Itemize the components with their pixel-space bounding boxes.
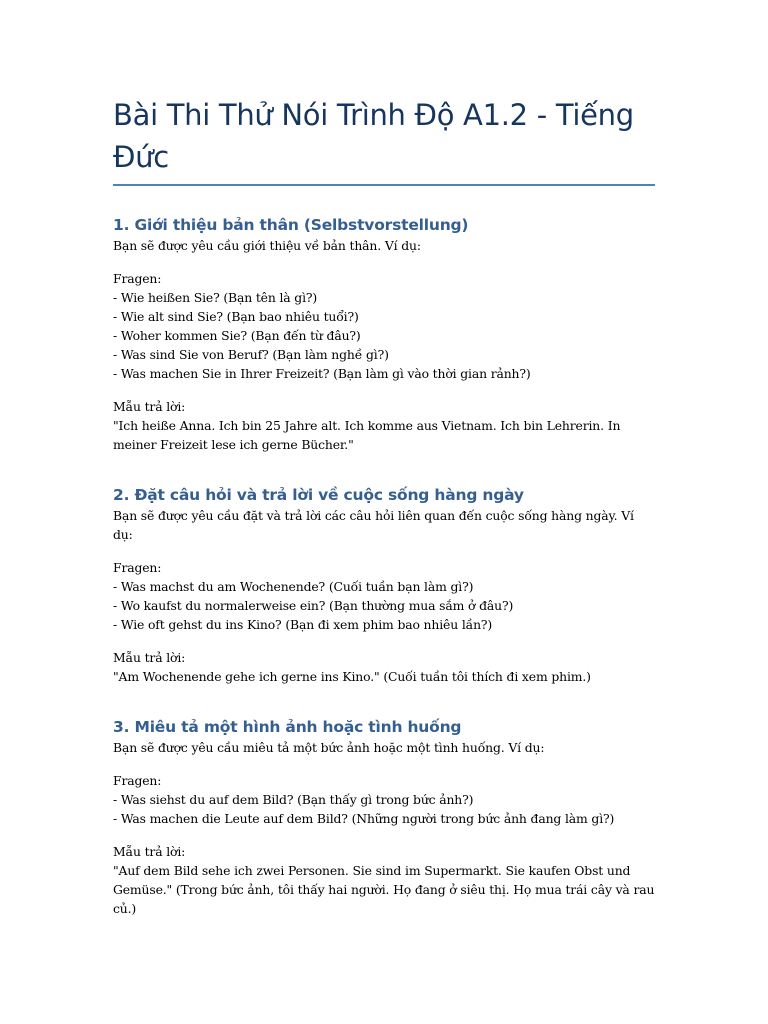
questions-label: Fragen:: [113, 560, 162, 575]
question-item: - Wo kaufst du normalerweise ein? (Bạn thường mua sắm ở đâu?): [113, 598, 514, 613]
section-heading: 3. Miêu tả một hình ảnh hoặc tình huống: [113, 718, 462, 736]
section-intro: Bạn sẽ được yêu cầu đặt và trả lời các câu hỏi liên quan đến cuộc sống hàng ngày. Ví dụ:: [113, 508, 634, 542]
question-item: - Wie oft gehst du ins Kino? (Bạn đi xem phim bao nhiêu lần?): [113, 617, 493, 632]
answer-label: Mẫu trả lời:: [113, 399, 186, 414]
answer-block: [113, 842, 655, 918]
questions-label: Fragen:: [113, 773, 162, 788]
section-heading: 1. Giới thiệu bản thân (Selbstvorstellung): [113, 216, 469, 234]
question-item: - Was sind Sie von Beruf? (Bạn làm nghề gì?): [113, 347, 389, 362]
questions-block: [113, 558, 655, 634]
sample-answer: "Auf dem Bild sehe ich zwei Personen. Sie sind im Supermarkt. Sie kaufen Obst und Gemüse." (Trong bức ảnh, tôi thấy hai người. Họ đang ở siêu thị. Họ mua trái cây và rau củ.): [113, 863, 655, 916]
section-daily-life-questions: [113, 484, 655, 686]
questions-label: Fragen:: [113, 271, 162, 286]
section-intro: Bạn sẽ được yêu cầu giới thiệu về bản thân. Ví dụ:: [113, 238, 421, 253]
document-page: [113, 94, 655, 918]
section-describe-picture: [113, 716, 655, 918]
questions-block: [113, 269, 655, 383]
sample-answer: "Am Wochenende gehe ich gerne ins Kino." (Cuối tuần tôi thích đi xem phim.): [113, 669, 591, 684]
section-self-introduction: [113, 214, 655, 454]
question-item: - Was siehst du auf dem Bild? (Bạn thấy gì trong bức ảnh?): [113, 792, 474, 807]
answer-label: Mẫu trả lời:: [113, 650, 186, 665]
sample-answer: "Ich heiße Anna. Ich bin 25 Jahre alt. Ich komme aus Vietnam. Ich bin Lehrerin. In meiner Freizeit lese ich gerne Bücher.": [113, 418, 621, 452]
section-intro: Bạn sẽ được yêu cầu miêu tả một bức ảnh hoặc một tình huống. Ví dụ:: [113, 740, 545, 755]
document-title: Bài Thi Thử Nói Trình Độ A1.2 - Tiếng Đức: [113, 94, 655, 186]
question-item: - Was machen Sie in Ihrer Freizeit? (Bạn làm gì vào thời gian rảnh?): [113, 366, 531, 381]
question-item: - Was machst du am Wochenende? (Cuối tuần bạn làm gì?): [113, 579, 474, 594]
questions-block: [113, 771, 655, 828]
question-item: - Wie heißen Sie? (Bạn tên là gì?): [113, 290, 318, 305]
question-item: - Woher kommen Sie? (Bạn đến từ đâu?): [113, 328, 361, 343]
answer-label: Mẫu trả lời:: [113, 844, 186, 859]
section-heading: 2. Đặt câu hỏi và trả lời về cuộc sống hàng ngày: [113, 486, 524, 504]
answer-block: [113, 397, 655, 454]
answer-block: [113, 648, 655, 686]
question-item: - Wie alt sind Sie? (Bạn bao nhiêu tuổi?): [113, 309, 359, 324]
question-item: - Was machen die Leute auf dem Bild? (Những người trong bức ảnh đang làm gì?): [113, 811, 615, 826]
